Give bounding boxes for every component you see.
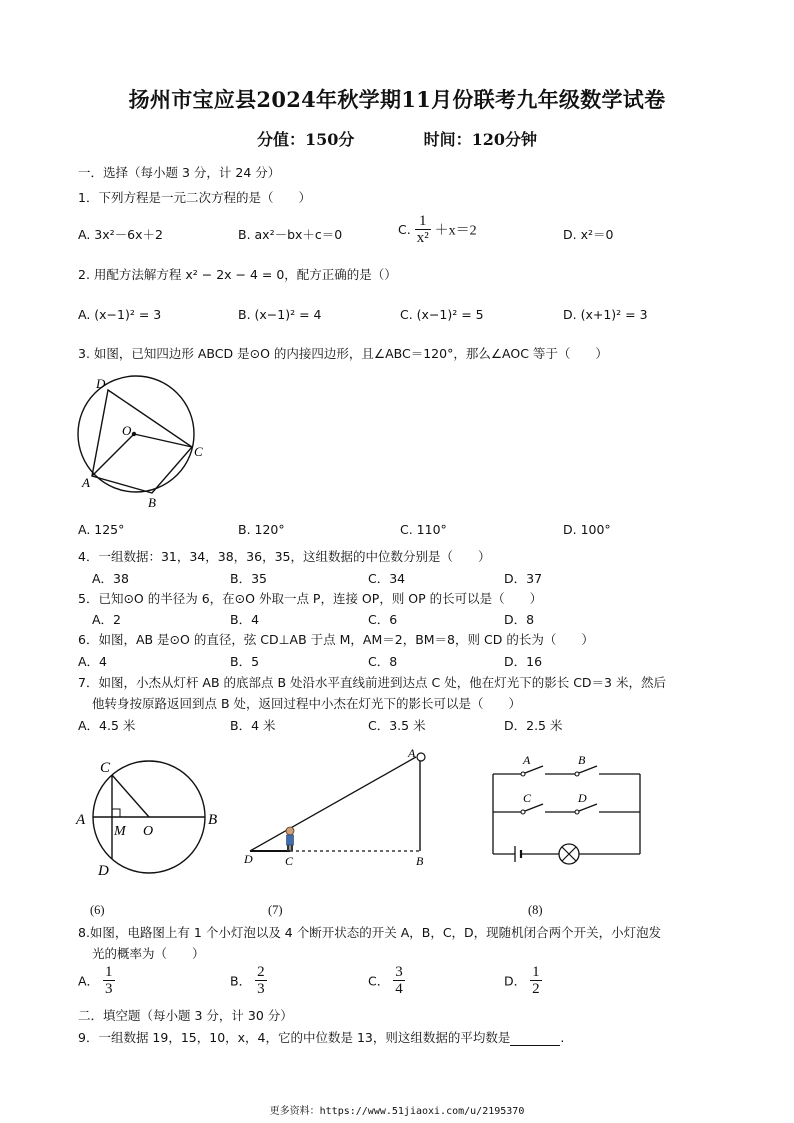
q8-option-c-fraction bbox=[393, 964, 405, 997]
option-label: C． bbox=[368, 973, 390, 989]
q3-stem: 3. 如图，已知四边形 ABCD 是⊙O 的内接四边形，且∠ABC＝120°，那么∠AOC 等于（ ） bbox=[78, 346, 608, 361]
q3-option-a: A. 125° bbox=[78, 522, 125, 537]
q8-option-a-fraction bbox=[103, 964, 115, 997]
q3-figure bbox=[76, 370, 216, 510]
q7-option-c: C．3.5 米 bbox=[368, 718, 426, 733]
q7-stem-line2: 他转身按原路返回到点 B 处，返回过程中小杰在灯光下的影长可以是（ ） bbox=[92, 696, 522, 711]
label-d: D bbox=[96, 376, 106, 391]
q8-stem-line1: 8.如图，电路图上有 1 个小灯泡以及 4 个断开状态的开关 A，B，C，D，现随机闭合两个开关，小灯泡发 bbox=[78, 925, 662, 940]
label-a: A bbox=[76, 812, 86, 828]
switch-a bbox=[525, 766, 543, 773]
label-b: B bbox=[148, 495, 156, 510]
fraction-denominator: 2 bbox=[532, 981, 540, 997]
label-a: A bbox=[82, 475, 90, 490]
q2-stem: 2. 用配方法解方程 x² − 2x − 4 = 0，配方正确的是（） bbox=[78, 267, 397, 282]
score-info: 分值：150分 bbox=[257, 130, 355, 149]
time-info: 时间：120分钟 bbox=[423, 130, 537, 149]
q8-option-a bbox=[78, 964, 115, 997]
figure-8-circuit bbox=[485, 752, 650, 872]
q4-option-c: C．34 bbox=[368, 571, 406, 586]
center-point bbox=[132, 432, 136, 436]
figure-7-caption: (7) bbox=[268, 903, 283, 917]
exam-subtitle bbox=[0, 127, 794, 150]
fraction-numerator: 2 bbox=[257, 964, 265, 980]
switch-c bbox=[525, 804, 543, 811]
person-icon bbox=[286, 827, 294, 851]
section-1-heading: 一．选择（每小题 3 分，计 24 分） bbox=[78, 165, 281, 180]
figure-8 bbox=[485, 752, 650, 872]
fraction-numerator: 1 bbox=[415, 213, 431, 230]
q3-option-b: B. 120° bbox=[238, 522, 285, 537]
q7-option-b: B．4 米 bbox=[230, 718, 276, 733]
switch-d-contact bbox=[575, 810, 579, 814]
fraction-numerator: 1 bbox=[532, 964, 540, 980]
q9-end: . bbox=[560, 1030, 565, 1045]
q1-option-c-label: C. bbox=[398, 222, 411, 237]
q2-option-b: B. (x−1)² = 4 bbox=[238, 307, 322, 322]
q8-option-c bbox=[368, 964, 405, 997]
q8-option-b-fraction bbox=[255, 964, 267, 997]
q1-option-d: D. x²＝0 bbox=[563, 227, 614, 242]
q1-option-c-rest: ＋x＝2 bbox=[434, 223, 477, 239]
footer-link[interactable]: 更多资料：https://www.51jiaoxi.com/u/2195370 bbox=[269, 1106, 525, 1117]
q1-option-c bbox=[398, 213, 477, 246]
light-ray bbox=[250, 757, 416, 851]
q1-option-a: A. 3x²－6x＋2 bbox=[78, 227, 163, 242]
q4-option-d: D．37 bbox=[504, 571, 543, 586]
q5-option-d: D．8 bbox=[504, 612, 535, 627]
q4-option-b: B．35 bbox=[230, 571, 267, 586]
q5-stem: 5．已知⊙O 的半径为 6，在⊙O 外取一点 P，连接 OP，则 OP 的长可以是（ ） bbox=[78, 591, 543, 606]
option-label: D． bbox=[504, 973, 527, 989]
label-o: O bbox=[143, 824, 154, 839]
switch-a-contact bbox=[521, 772, 525, 776]
lamp-icon bbox=[417, 753, 425, 761]
label-c: C bbox=[285, 854, 294, 868]
q4-option-a: A．38 bbox=[92, 571, 129, 586]
q9-answer-blank bbox=[510, 1030, 560, 1046]
label-o: O bbox=[122, 423, 132, 438]
q3-circle-diagram bbox=[76, 370, 216, 510]
segment-oc bbox=[112, 775, 149, 817]
label-b: B bbox=[416, 854, 424, 868]
q7-stem-line1: 7．如图，小杰从灯杆 AB 的底部点 B 处沿水平直线前进到达点 C 处，他在灯光下的影长 CD＝3 米，然后 bbox=[78, 675, 666, 690]
option-label: B． bbox=[230, 973, 252, 989]
bulb-icon bbox=[559, 844, 579, 864]
switch-d bbox=[579, 804, 597, 811]
label-c: C bbox=[100, 760, 111, 776]
figure-6 bbox=[72, 755, 232, 885]
q7-option-a: A．4.5 米 bbox=[78, 718, 136, 733]
q5-option-c: C．6 bbox=[368, 612, 398, 627]
switch-b-contact bbox=[575, 772, 579, 776]
label-c: C bbox=[523, 791, 532, 805]
q5-option-a: A．2 bbox=[92, 612, 122, 627]
figure-6-diagram bbox=[72, 755, 232, 885]
fraction-denominator: 3 bbox=[105, 981, 113, 997]
switch-b bbox=[579, 766, 597, 773]
label-b: B bbox=[578, 753, 586, 767]
exam-title: 扬州市宝应县2024年秋学期11月份联考九年级数学试卷 bbox=[128, 87, 666, 112]
label-m: M bbox=[114, 824, 126, 839]
q5-option-b: B．4 bbox=[230, 612, 260, 627]
q6-stem: 6．如图，AB 是⊙O 的直径，弦 CD⊥AB 于点 M，AM＝2，BM＝8，则 CD 的长为（ ） bbox=[78, 632, 594, 647]
q2-option-c: C. (x−1)² = 5 bbox=[400, 307, 484, 322]
option-label: A． bbox=[78, 973, 100, 989]
fraction-denominator: 3 bbox=[257, 981, 265, 997]
label-d: D bbox=[578, 791, 587, 805]
q8-option-b bbox=[230, 964, 267, 997]
q4-stem: 4．一组数据：31，34，38，36，35，这组数据的中位数分别是（ ） bbox=[78, 549, 491, 564]
figure-6-caption: (6) bbox=[90, 903, 105, 917]
label-a: A bbox=[408, 746, 416, 760]
label-d: D bbox=[244, 852, 253, 866]
q2-option-a: A. (x−1)² = 3 bbox=[78, 307, 162, 322]
q3-option-d: D. 100° bbox=[563, 522, 611, 537]
figure-7-diagram bbox=[240, 745, 440, 870]
label-c: C bbox=[194, 444, 203, 459]
q1-stem: 1．下列方程是一元二次方程的是（ ） bbox=[78, 190, 311, 205]
q9-stem: 9．一组数据 19，15，10，x，4，它的中位数是 13，则这组数据的平均数是 bbox=[78, 1030, 511, 1045]
q1-option-c-fraction bbox=[415, 213, 431, 246]
q8-option-d bbox=[504, 964, 542, 997]
q8-stem-line2: 光的概率为（ ） bbox=[92, 946, 205, 961]
q1-option-b: B. ax²－bx＋c＝0 bbox=[238, 227, 343, 242]
q8-option-d-fraction bbox=[530, 964, 542, 997]
fraction-numerator: 1 bbox=[105, 964, 113, 980]
figure-7 bbox=[240, 745, 440, 870]
q9 bbox=[78, 1028, 564, 1046]
label-a: A bbox=[523, 753, 531, 767]
q7-option-d: D．2.5 米 bbox=[504, 718, 563, 733]
q6-option-c: C．8 bbox=[368, 654, 398, 669]
section-2-heading: 二．填空题（每小题 3 分，计 30 分） bbox=[78, 1008, 293, 1023]
q2-option-d: D. (x+1)² = 3 bbox=[563, 307, 648, 322]
fraction-numerator: 3 bbox=[395, 964, 403, 980]
q3-option-c: C. 110° bbox=[400, 522, 447, 537]
fraction-denominator: x² bbox=[416, 230, 429, 246]
q6-option-b: B．5 bbox=[230, 654, 260, 669]
fraction-denominator: 4 bbox=[395, 981, 403, 997]
label-d: D bbox=[98, 863, 109, 879]
label-b: B bbox=[208, 812, 218, 828]
q6-option-d: D．16 bbox=[504, 654, 543, 669]
right-angle-mark bbox=[112, 809, 120, 817]
q6-option-a: A．4 bbox=[78, 654, 108, 669]
figure-8-caption: (8) bbox=[528, 903, 543, 917]
quadrilateral-abcd bbox=[92, 390, 192, 493]
switch-c-contact bbox=[521, 810, 525, 814]
